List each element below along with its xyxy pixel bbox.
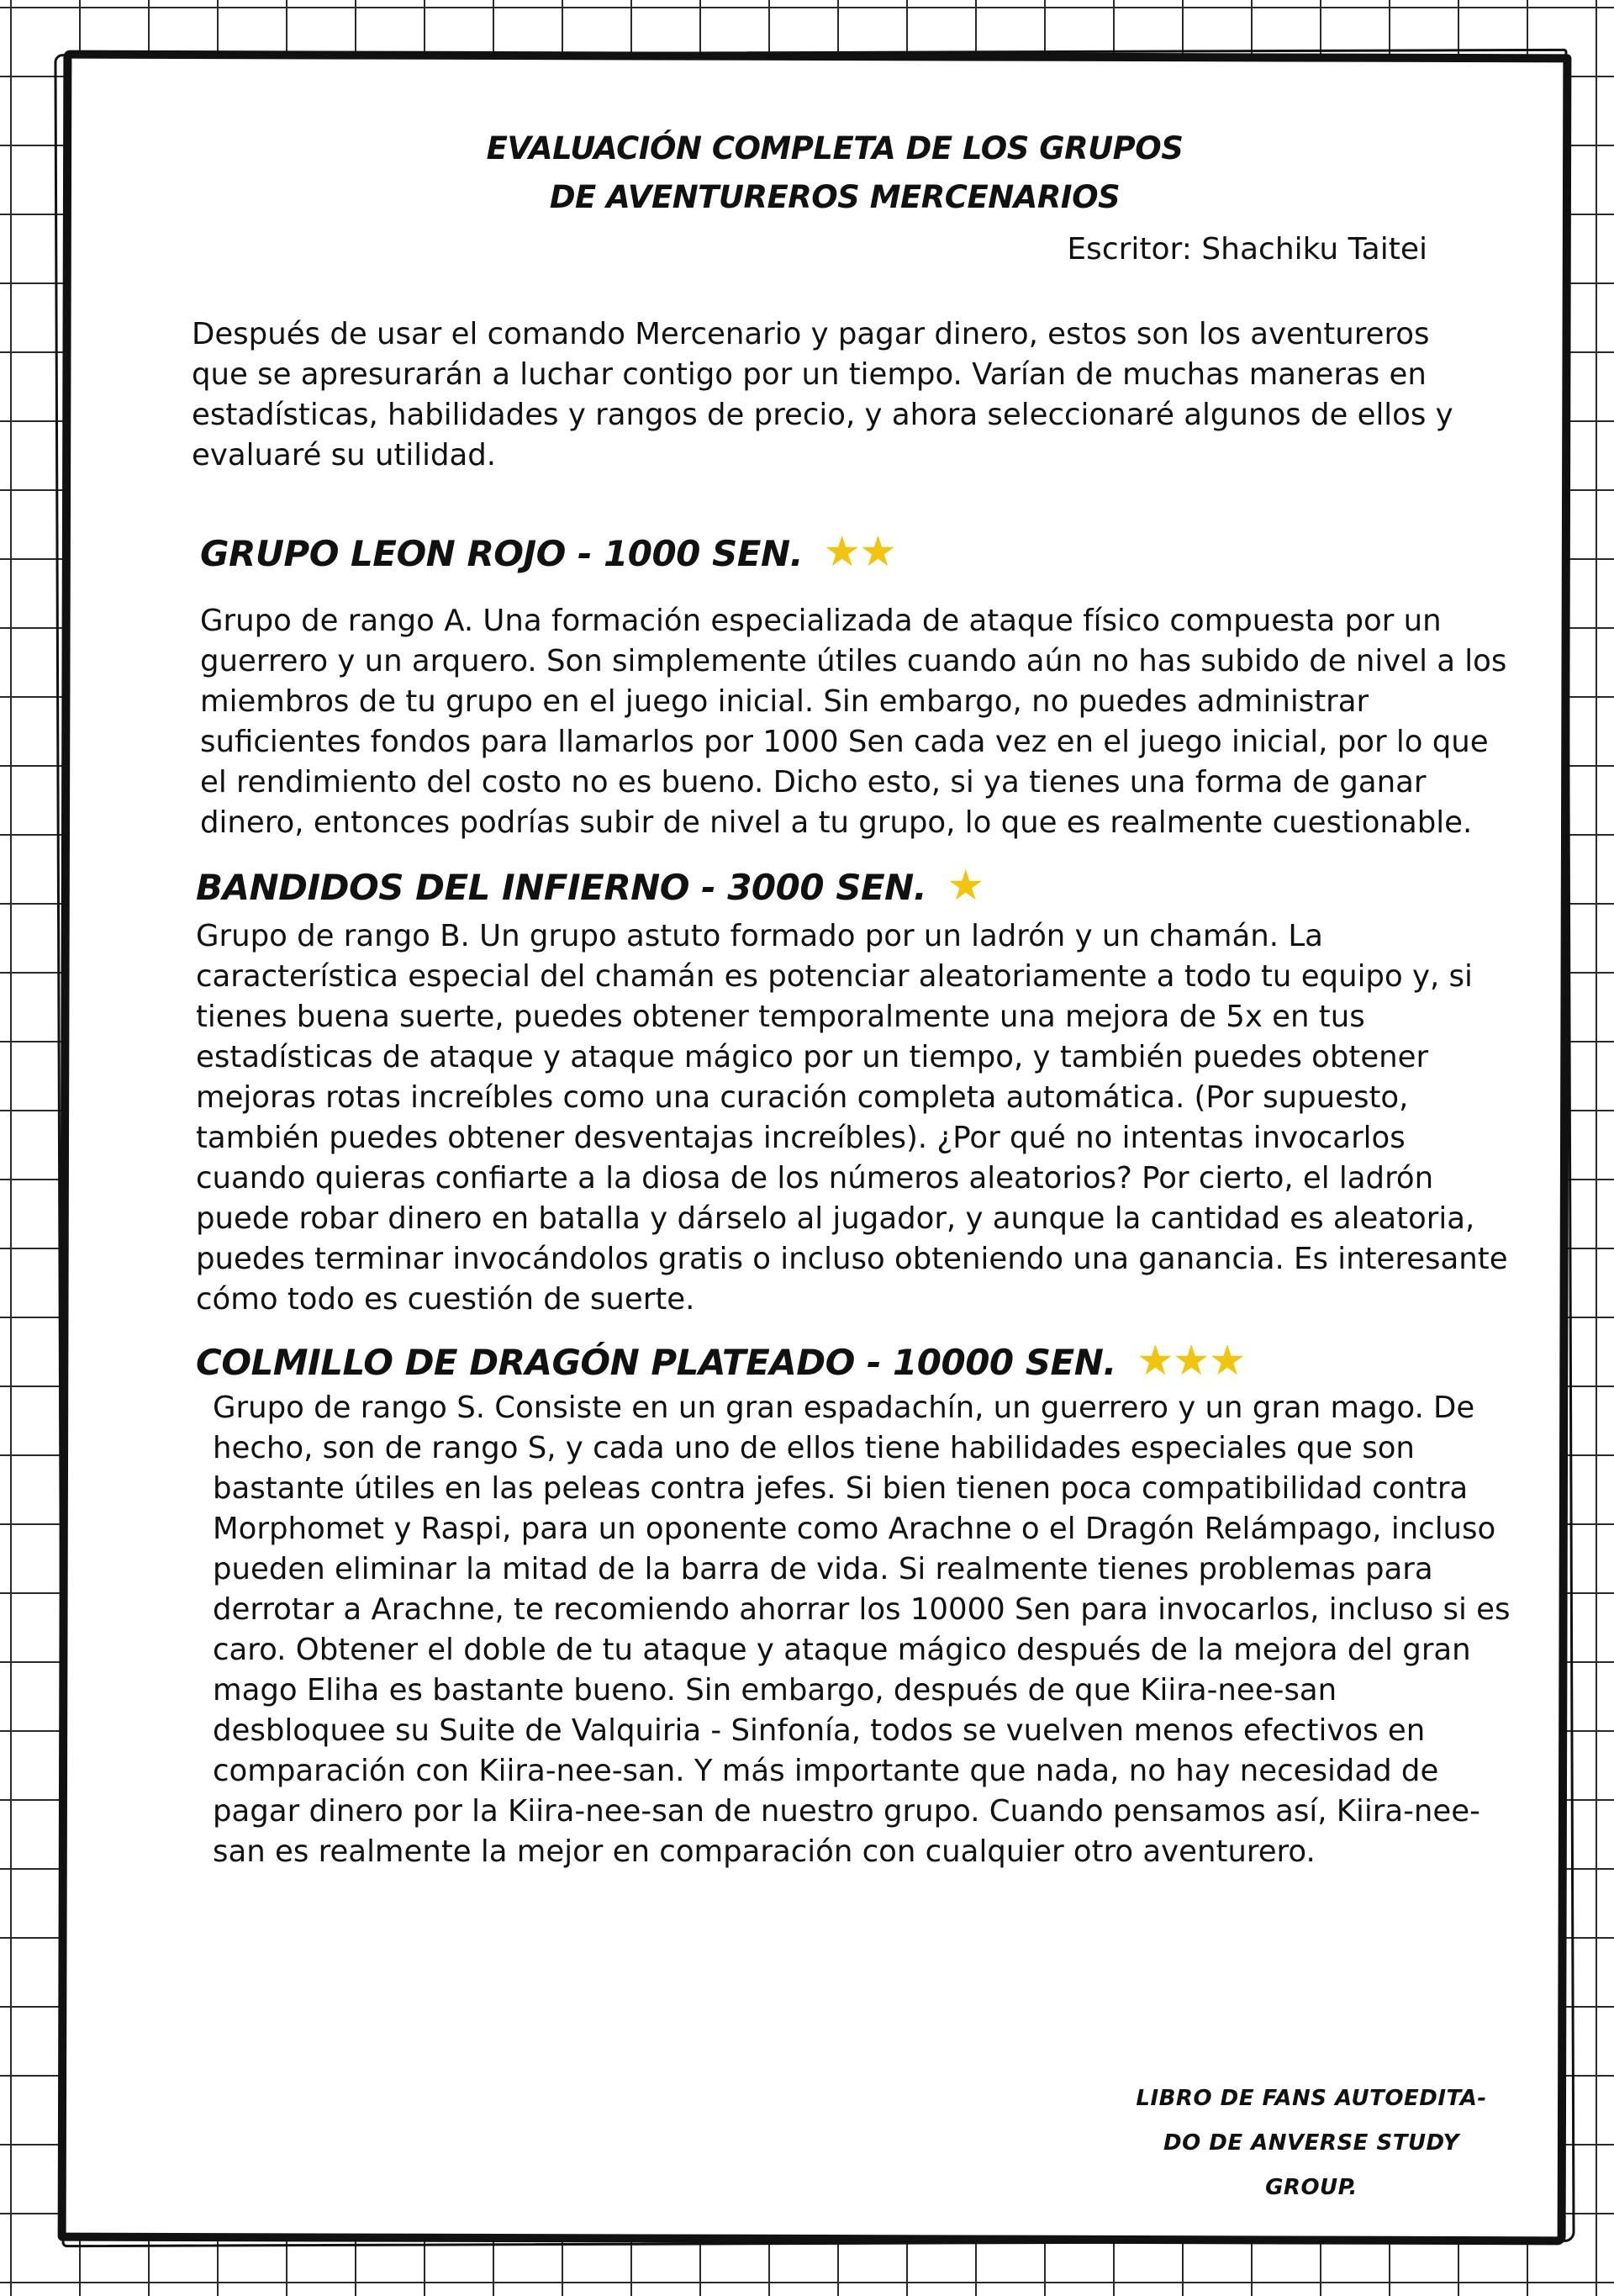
section-paragraph: Grupo de rango S. Consiste en un gran espadachín, un guerrero y un gran mago. De hecho, son de rango S, y cada uno de ellos tiene habilidades especiales que son bastante útiles en las peleas contra jefes. Si bien tienen poca compatibilidad contra Morphomet y Raspi, para un oponente como Arachne o el Dragón Relámpago, incluso pueden eliminar la mitad de la barra de vida. Si realmente tienes problemas para derrotar a Arachne, te recomiendo ahorrar los 10000 Sen para invocarlos, incluso si es caro. Obtener el doble de tu ataque y ataque mágico después de la mejora del gran mago Eliha es bastante bueno. Sin embargo, después de que Kiira-nee-san desbloquee su Suite de Valquiria - Sinfonía, todos se vuelven menos efectivos en comparación con Kiira-nee-san. Y más importante que nada, no hay necesidad de pagar dinero por la Kiira-nee-san de nuestro grupo. Cuando pensamos así, Kiira-nee-san es realmente la mejor en comparación con cualquier otro aventurero. bbox=[213, 1391, 1511, 1869]
section-leon-rojo bbox=[200, 526, 1511, 843]
section-bandidos-del-infierno bbox=[196, 860, 1511, 1320]
section-title: BANDIDOS DEL INFIERNO - 3000 SEN. bbox=[196, 867, 927, 908]
intro-paragraph: Después de usar el comando Mercenario y pagar dinero, estos son los aventureros que se apresurarán a luchar contigo por un tiempo. Varían de muchas maneras en estadísticas, habilidades y rangos de precio, y ahora seleccionaré algunos de ellos y evaluaré su utilidad. bbox=[192, 317, 1453, 472]
star-rating-icon: ★★ bbox=[823, 527, 895, 576]
footer-line-1: LIBRO DE FANS AUTOEDITA- bbox=[1136, 2086, 1487, 2111]
section-heading bbox=[196, 1335, 1511, 1388]
section-paragraph: Grupo de rango A. Una formación especializada de ataque físico compuesta por un guerrero y un arquero. Son simplemente útiles cuando aún no has subido de nivel a los miembros de tu grupo en el juego inicial. Sin embargo, no puedes administrar suficientes fondos para llamarlos por 1000 Sen cada vez en el juego inicial, por lo que el rendimiento del costo no es bueno. Dicho esto, si ya tienes una forma de ganar dinero, entonces podrías subir de nivel a tu grupo, lo que es realmente cuestionable. bbox=[200, 604, 1507, 840]
footer-credit bbox=[1118, 2077, 1505, 2210]
author-credit: Escritor: Shachiku Taitei bbox=[1067, 232, 1427, 267]
footer-line-2: DO DE ANVERSE STUDY bbox=[1163, 2130, 1459, 2156]
section-colmillo-de-dragon-plateado bbox=[196, 1335, 1511, 1872]
section-title: COLMILLO DE DRAGÓN PLATEADO - 10000 SEN. bbox=[196, 1342, 1116, 1383]
star-rating-icon: ★ bbox=[947, 861, 984, 910]
section-title: GRUPO LEON ROJO - 1000 SEN. bbox=[200, 533, 804, 574]
title-line-1: EVALUACIÓN COMPLETA DE LOS GRUPOS bbox=[486, 130, 1184, 166]
page-title bbox=[124, 124, 1520, 222]
section-heading bbox=[200, 526, 1511, 579]
section-heading bbox=[196, 860, 1511, 913]
document-body bbox=[124, 124, 1520, 1872]
footer-line-3: GROUP. bbox=[1265, 2175, 1358, 2200]
title-line-2: DE AVENTUREROS MERCENARIOS bbox=[549, 179, 1121, 215]
star-rating-icon: ★★★ bbox=[1136, 1336, 1245, 1385]
section-paragraph: Grupo de rango B. Un grupo astuto formado por un ladrón y un chamán. La característica especial del chamán es potenciar aleatoriamente a todo tu equipo y, si tienes buena suerte, puedes obtener temporalmente una mejora de 5x en tus estadísticas de ataque y ataque mágico por un tiempo, y también puedes obtener mejoras rotas increíbles como una curación completa automática. (Por supuesto, también puedes obtener desventajas increíbles). ¿Por qué no intentas invocarlos cuando quieras confiarte a la diosa de los números aleatorios? Por cierto, el ladrón puede robar dinero en batalla y dárselo al jugador, y aunque la cantidad es aleatoria, puedes terminar invocándolos gratis o incluso obteniendo una ganancia. Es interesante cómo todo es cuestión de suerte. bbox=[196, 919, 1508, 1317]
